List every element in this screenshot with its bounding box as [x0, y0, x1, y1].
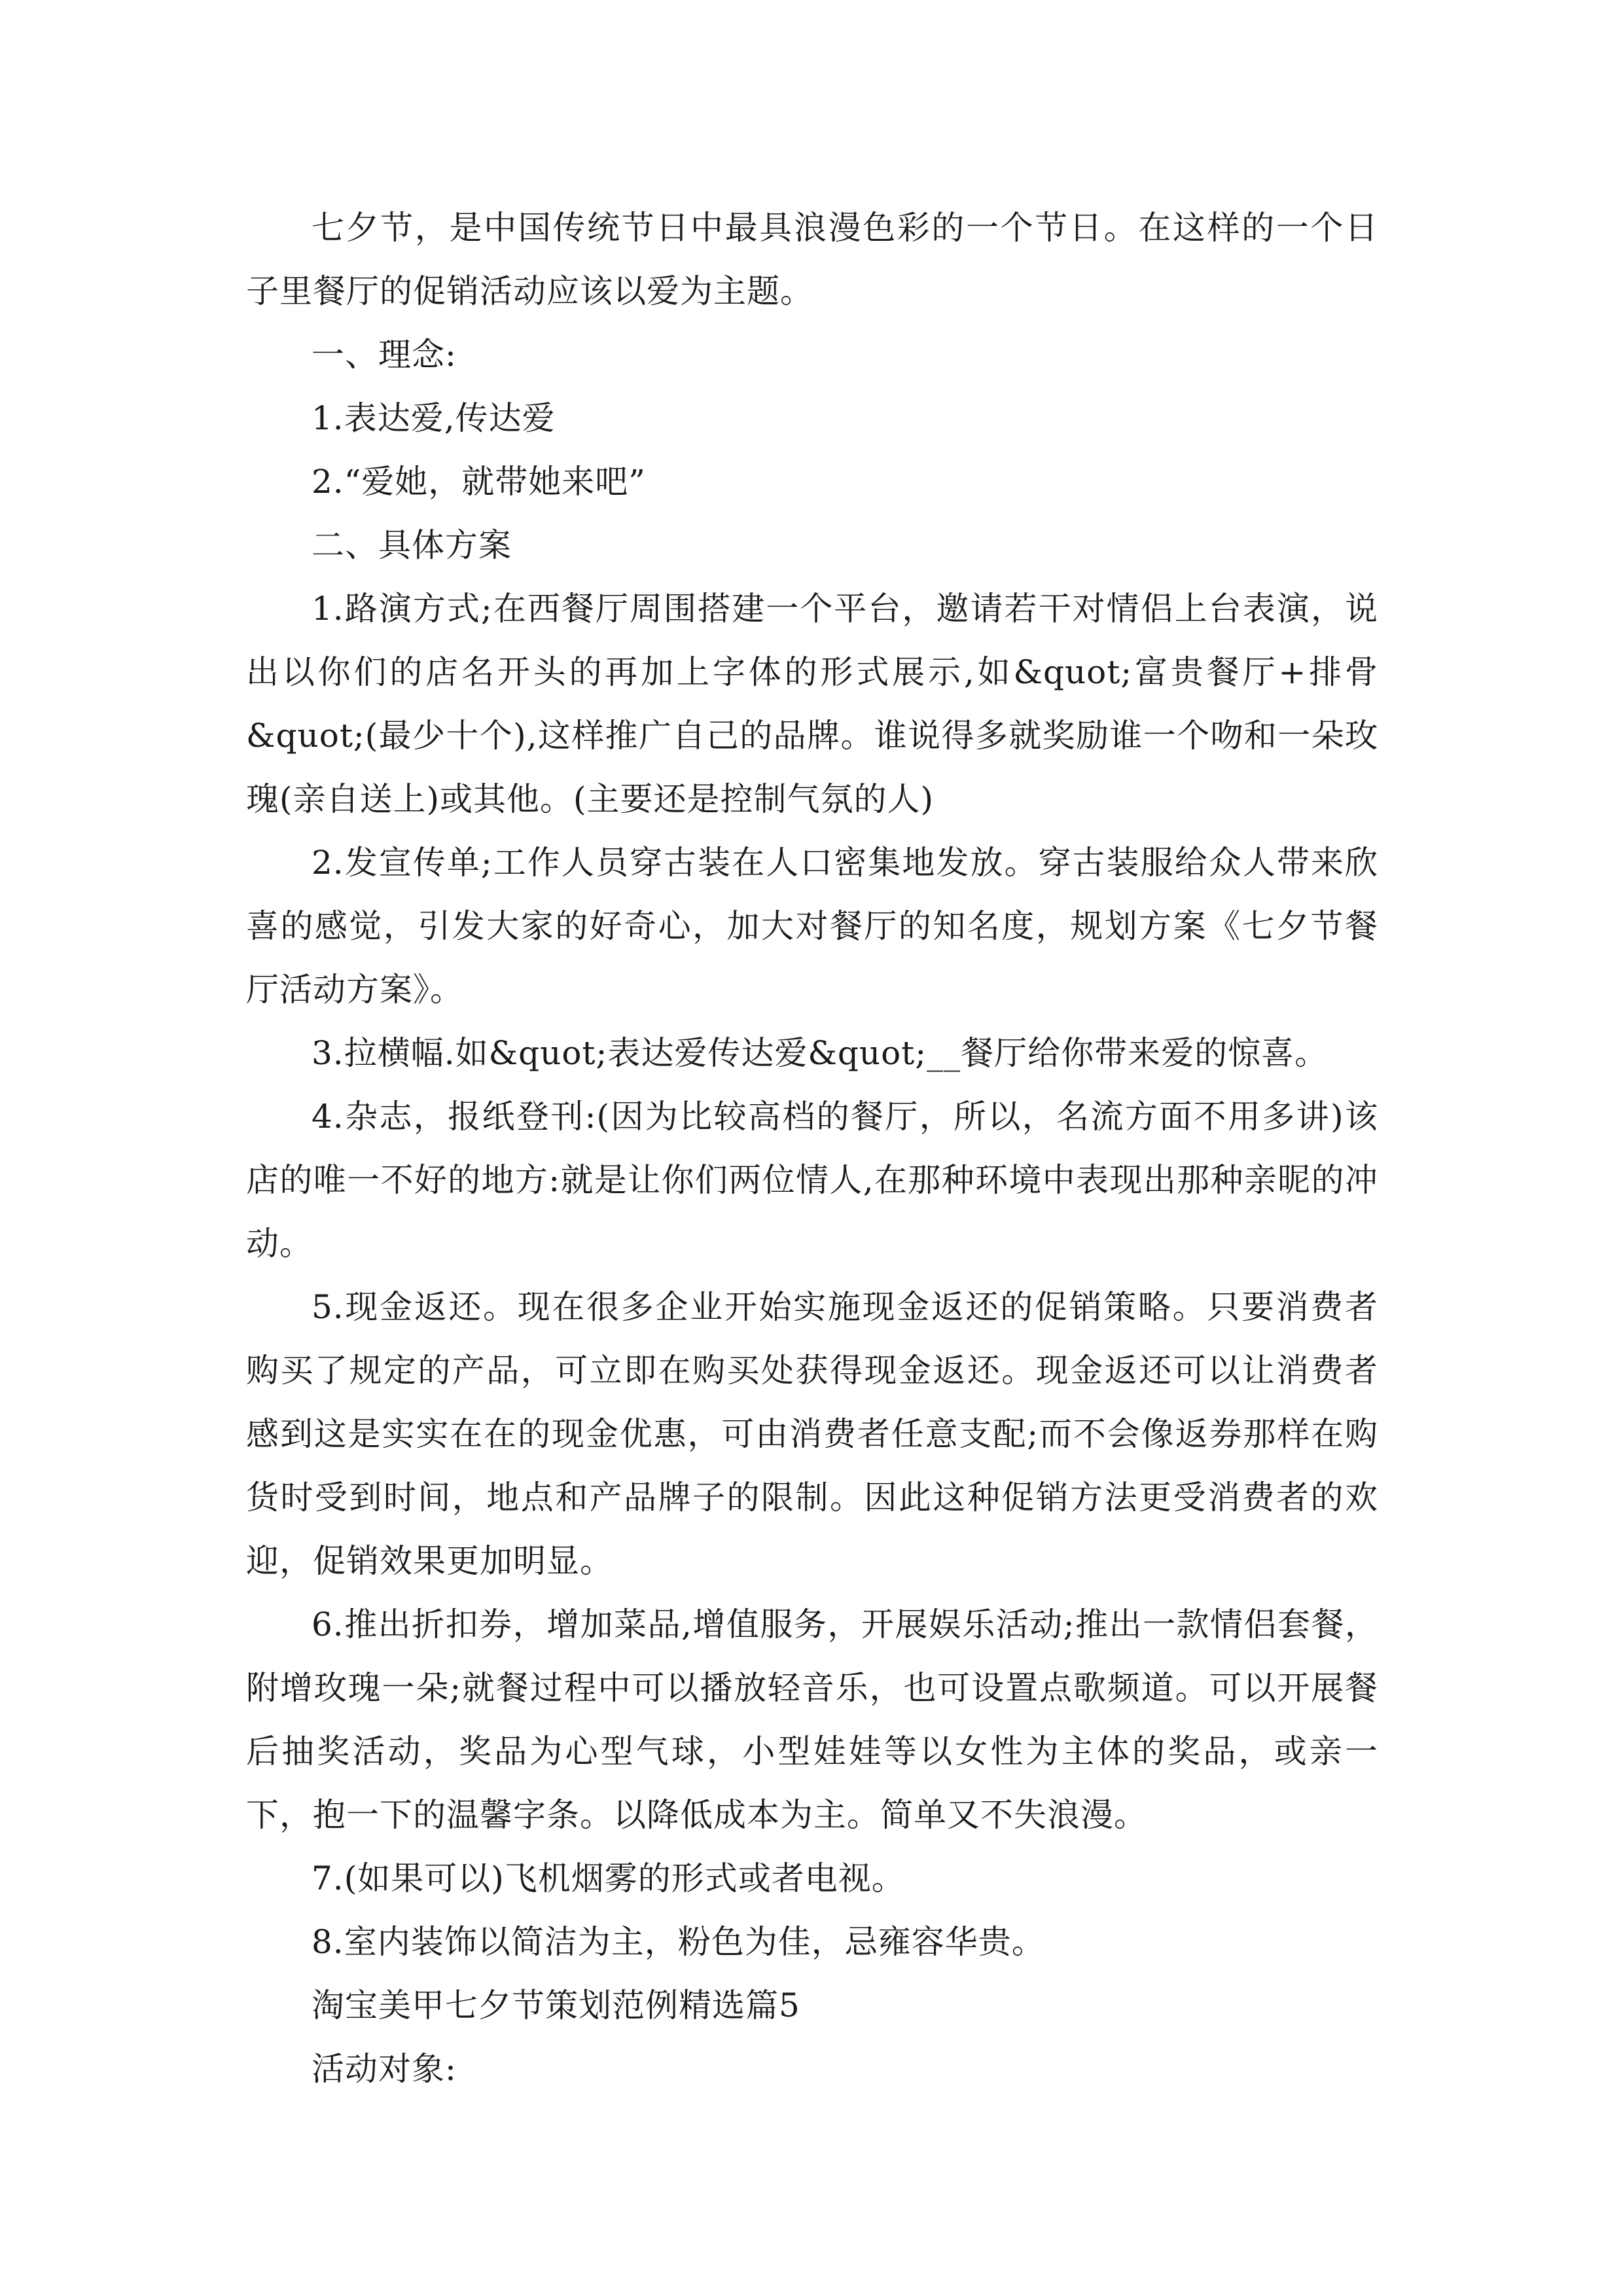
heading-concept: 一、理念: — [312, 336, 457, 374]
document-body — [246, 196, 1378, 2101]
list-item-concept-2: 2.“爱她，就带她来吧” — [312, 463, 646, 501]
paragraph-intro: 七夕节，是中国传统节日中最具浪漫色彩的一个节日。在这样的一个日子里餐厅的促销活动应该以爱为主题。 — [246, 209, 1378, 310]
list-item-plan-6: 6.推出折扣券，增加菜品,增值服务，开展娱乐活动;推出一款情侣套餐，附增玫瑰一朵;就餐过程中可以播放轻音乐，也可设置点歌频道。可以开展餐后抽奖活动，奖品为心型气球，小型娃娃等以女性为主体的奖品，或亲一下，抱一下的温馨字条。以降低成本为主。简单又不失浪漫。 — [246, 1605, 1378, 1834]
list-item-concept-1: 1.表达爱,传达爱 — [312, 399, 556, 437]
list-item-plan-8: 8.室内装饰以简洁为主，粉色为佳，忌雍容华贵。 — [312, 1923, 1045, 1961]
list-item-plan-4: 4.杂志，报纸登刊:(因为比较高档的餐厅，所以，名流方面不用多讲)该店的唯一不好的地方:就是让你们两位情人,在那种环境中表现出那种亲昵的冲动。 — [246, 1098, 1378, 1263]
list-item-plan-3: 3.拉横幅.如&quot;表达爱传达爱&quot;__餐厅给你带来爱的惊喜。 — [312, 1034, 1329, 1072]
heading-activity-target: 活动对象: — [312, 2050, 457, 2088]
section-title: 淘宝美甲七夕节策划范例精选篇5 — [312, 1986, 800, 2024]
list-item-plan-1: 1.路演方式;在西餐厅周围搭建一个平台，邀请若干对情侣上台表演，说出以你们的店名开头的再加上字体的形式展示,如&quot;富贵餐厅+排骨&quot;(最少十个),这样推广自己的品牌。谁说得多就奖励谁一个吻和一朵玫瑰(亲自送上)或其他。(主要还是控制气氛的人) — [246, 590, 1378, 818]
heading-plan: 二、具体方案 — [312, 526, 512, 564]
list-item-plan-5: 5.现金返还。现在很多企业开始实施现金返还的促销策略。只要消费者购买了规定的产品，可立即在购买处获得现金返还。现金返还可以让消费者感到这是实实在在的现金优惠，可由消费者任意支配;而不会像返券那样在购货时受到时间，地点和产品牌子的限制。因此这种促销方法更受消费者的欢迎，促销效果更加明显。 — [246, 1288, 1378, 1580]
list-item-plan-7: 7.(如果可以)飞机烟雾的形式或者电视。 — [312, 1859, 905, 1897]
list-item-plan-2: 2.发宣传单;工作人员穿古装在人口密集地发放。穿古装服给众人带来欣喜的感觉，引发大家的好奇心，加大对餐厅的知名度，规划方案《七夕节餐厅活动方案》。 — [246, 844, 1378, 1009]
